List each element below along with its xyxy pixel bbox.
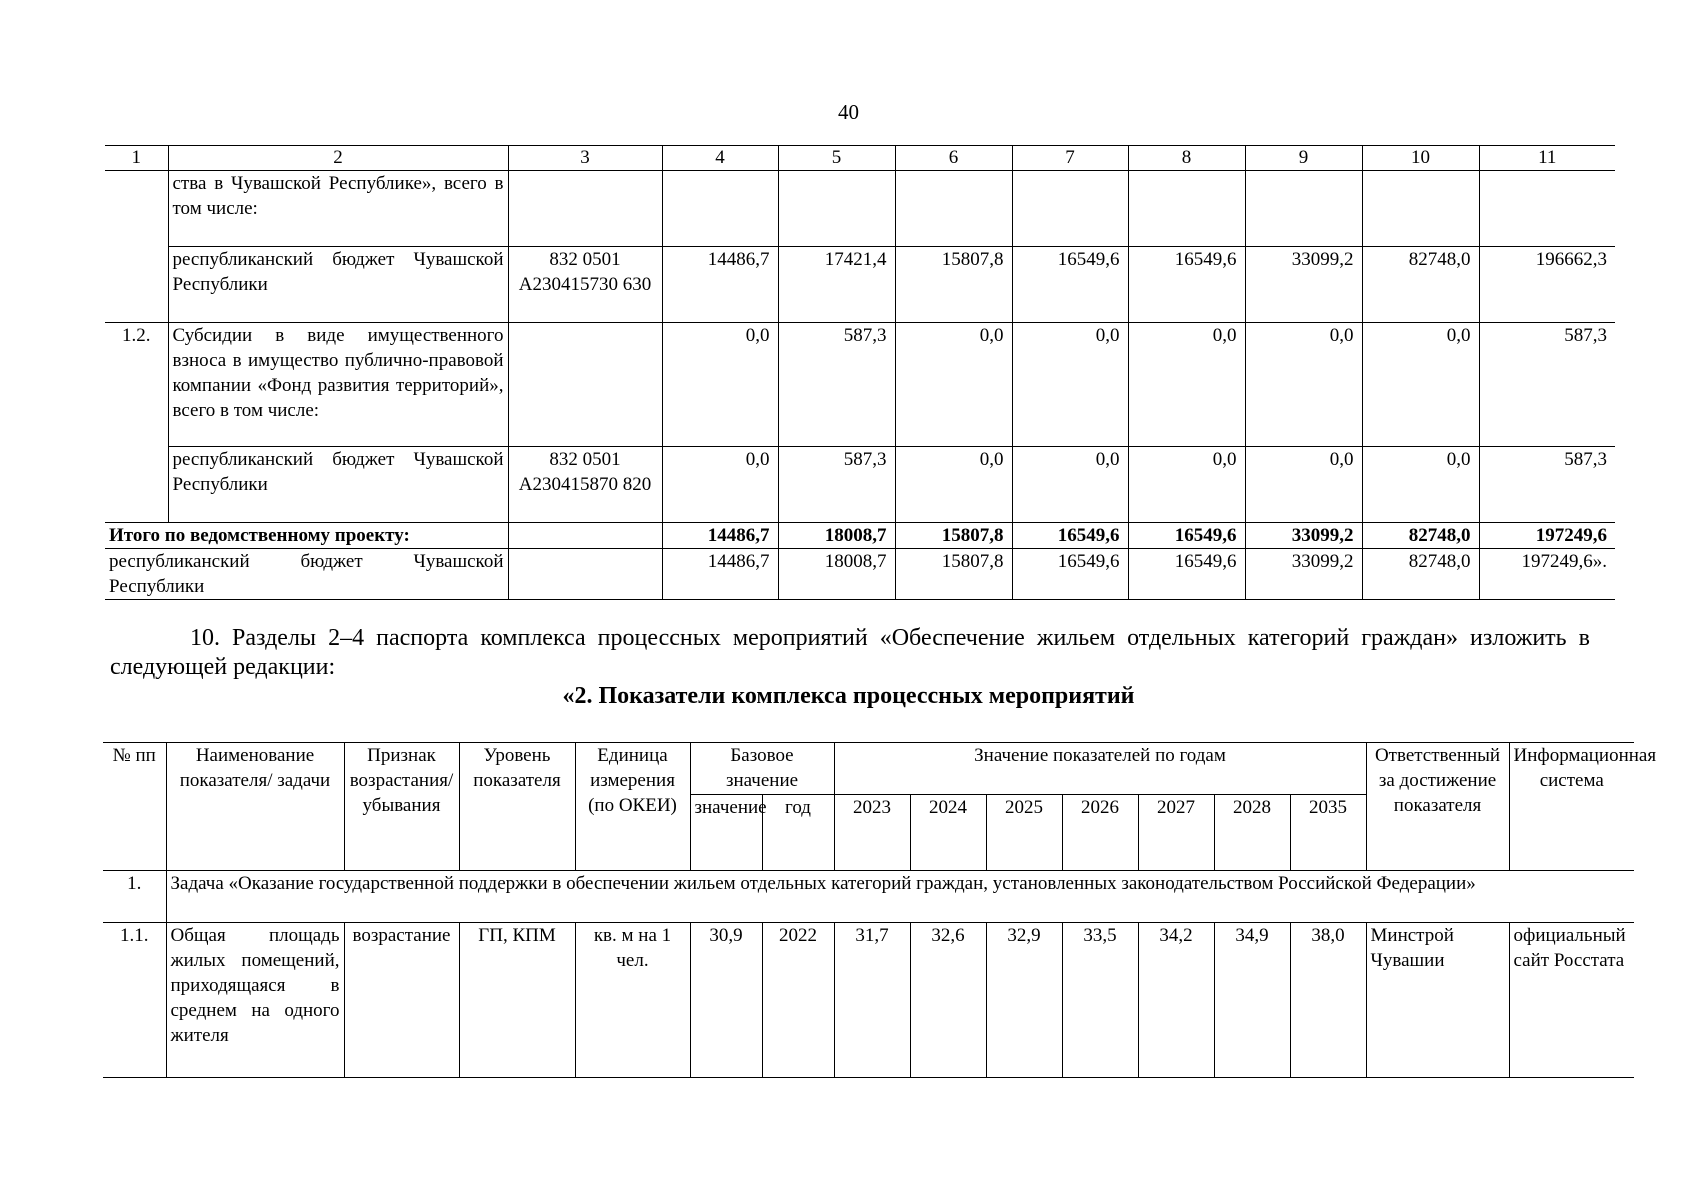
value-cell: 0,0 <box>895 447 1012 523</box>
table-row <box>105 323 1615 447</box>
column-number: 4 <box>662 146 778 171</box>
value-cell: 587,3 <box>778 323 895 447</box>
funding-table <box>105 145 1615 600</box>
column-number: 3 <box>508 146 662 171</box>
value-cell: 0,0 <box>1012 447 1128 523</box>
total-value: 16549,6 <box>1128 523 1245 549</box>
header-unit: Единица измерения (по ОКЕИ) <box>575 743 690 871</box>
task-text: Задача «Оказание государственной поддержки в обеспечении жильем отдельных категорий граждан, установленных законодательством Российской Федерации» <box>166 871 1634 923</box>
header-trend: Признак возрастания/ убывания <box>344 743 459 871</box>
base-value-cell: 30,9 <box>690 923 762 1078</box>
total-value: 15807,8 <box>895 523 1012 549</box>
column-number: 6 <box>895 146 1012 171</box>
header-year: 2028 <box>1214 795 1290 871</box>
task-row <box>103 871 1634 923</box>
value-cell: 16549,6 <box>1012 549 1128 600</box>
header-year: 2024 <box>910 795 986 871</box>
budget-code: 832 0501 А230415730 630 <box>508 247 662 323</box>
budget-code: 832 0501 А230415870 820 <box>508 447 662 523</box>
row-number: 1.1. <box>103 923 166 1078</box>
row-name: республиканский бюджет Чувашской Республики <box>168 447 508 523</box>
instruction-paragraph: 10. Разделы 2–4 паспорта комплекса процессных мероприятий «Обеспечение жильем отдельных категорий граждан» изложить в следующей редакции: <box>110 625 1590 680</box>
value-cell: 0,0 <box>1128 447 1245 523</box>
column-number: 11 <box>1479 146 1615 171</box>
value-cell: 0,0 <box>1012 323 1128 447</box>
value-cell: 0,0 <box>662 447 778 523</box>
value-cell: 0,0 <box>1245 323 1362 447</box>
value-cell <box>1362 171 1479 247</box>
value-cell: 0,0 <box>1362 323 1479 447</box>
value-cell: 82748,0 <box>1362 247 1479 323</box>
budget-code <box>508 549 662 600</box>
value-cell: 196662,3 <box>1479 247 1615 323</box>
total-value: 14486,7 <box>662 523 778 549</box>
base-year-cell: 2022 <box>762 923 834 1078</box>
header-row <box>103 743 1634 795</box>
value-cell: 14486,7 <box>662 549 778 600</box>
value-cell: 197249,6». <box>1479 549 1615 600</box>
table-row <box>105 247 1615 323</box>
header-responsible: Ответственный за достижение показателя <box>1366 743 1509 871</box>
header-year: 2023 <box>834 795 910 871</box>
column-number: 1 <box>105 146 168 171</box>
level-cell: ГП, КПМ <box>459 923 575 1078</box>
row-name: Субсидии в виде имущественного взноса в имущество публично-правовой компании «Фонд развития территорий», всего в том числе: <box>168 323 508 447</box>
value-cell <box>778 171 895 247</box>
value-cell: 0,0 <box>1362 447 1479 523</box>
value-cell: 14486,7 <box>662 247 778 323</box>
task-num: 1. <box>103 871 166 923</box>
total-value: 18008,7 <box>778 523 895 549</box>
value-cell: 0,0 <box>895 323 1012 447</box>
row-number <box>105 171 168 323</box>
indicators-table <box>103 742 1657 1078</box>
value-cell <box>895 171 1012 247</box>
total-label: Итого по ведомственному проекту: <box>105 523 508 549</box>
header-level: Уровень показателя <box>459 743 575 871</box>
value-cell: 15807,8 <box>895 549 1012 600</box>
column-number-row <box>105 146 1615 171</box>
budget-code <box>508 523 662 549</box>
row-name: ства в Чувашской Республике», всего в том числе: <box>168 171 508 247</box>
value-cell: 17421,4 <box>778 247 895 323</box>
value-cell: 33099,2 <box>1245 247 1362 323</box>
total-value: 82748,0 <box>1362 523 1479 549</box>
header-num: № пп <box>103 743 166 871</box>
table-row <box>105 447 1615 523</box>
column-number: 7 <box>1012 146 1128 171</box>
value-cell: 0,0 <box>662 323 778 447</box>
indicator-name: Общая площадь жилых помещений, приходящаяся в среднем на одного жителя <box>166 923 344 1078</box>
value-cell: 16549,6 <box>1128 549 1245 600</box>
unit-cell: кв. м на 1 чел. <box>575 923 690 1078</box>
total-value: 16549,6 <box>1012 523 1128 549</box>
value-cell <box>1012 171 1128 247</box>
column-number: 10 <box>1362 146 1479 171</box>
value-cell: 33099,2 <box>1245 549 1362 600</box>
value-cell: 16549,6 <box>1012 247 1128 323</box>
total-row <box>105 523 1615 549</box>
value-cell: 587,3 <box>1479 447 1615 523</box>
year-value: 34,2 <box>1138 923 1214 1078</box>
header-name: Наименование показателя/ задачи <box>166 743 344 871</box>
header-year: 2026 <box>1062 795 1138 871</box>
responsible-cell: Минстрой Чувашии <box>1366 923 1509 1078</box>
column-number: 8 <box>1128 146 1245 171</box>
year-value: 32,9 <box>986 923 1062 1078</box>
value-cell: 15807,8 <box>895 247 1012 323</box>
table-row <box>103 923 1634 1078</box>
system-cell: официальный сайт Росстата <box>1509 923 1634 1078</box>
value-cell: 0,0 <box>1245 447 1362 523</box>
value-cell <box>1245 171 1362 247</box>
value-cell <box>1479 171 1615 247</box>
header-base-year: год <box>762 795 834 871</box>
value-cell: 0,0 <box>1128 323 1245 447</box>
header-base-value: значение <box>690 795 762 871</box>
page-number: 40 <box>838 100 859 124</box>
year-value: 38,0 <box>1290 923 1366 1078</box>
header-year: 2035 <box>1290 795 1366 871</box>
total-value: 197249,6 <box>1479 523 1615 549</box>
value-cell <box>1128 171 1245 247</box>
budget-label: республиканский бюджет Чувашской Республики <box>105 549 508 600</box>
table-row <box>105 171 1615 247</box>
header-system: Информационная система <box>1509 743 1634 871</box>
value-cell: 587,3 <box>778 447 895 523</box>
header-years-group: Значение показателей по годам <box>834 743 1366 795</box>
value-cell: 587,3 <box>1479 323 1615 447</box>
total-value: 33099,2 <box>1245 523 1362 549</box>
header-year: 2027 <box>1138 795 1214 871</box>
year-value: 33,5 <box>1062 923 1138 1078</box>
header-year: 2025 <box>986 795 1062 871</box>
section-heading: «2. Показатели комплекса процессных мероприятий <box>562 683 1135 709</box>
trend-cell: возрастание <box>344 923 459 1078</box>
column-number: 5 <box>778 146 895 171</box>
value-cell: 82748,0 <box>1362 549 1479 600</box>
header-base: Базовое значение <box>690 743 834 795</box>
column-number: 2 <box>168 146 508 171</box>
year-value: 32,6 <box>910 923 986 1078</box>
row-number: 1.2. <box>105 323 168 523</box>
year-value: 31,7 <box>834 923 910 1078</box>
column-number: 9 <box>1245 146 1362 171</box>
row-name: республиканский бюджет Чувашской Республики <box>168 247 508 323</box>
year-value: 34,9 <box>1214 923 1290 1078</box>
budget-code <box>508 171 662 247</box>
budget-code <box>508 323 662 447</box>
value-cell: 18008,7 <box>778 549 895 600</box>
budget-row <box>105 549 1615 600</box>
value-cell <box>662 171 778 247</box>
value-cell: 16549,6 <box>1128 247 1245 323</box>
